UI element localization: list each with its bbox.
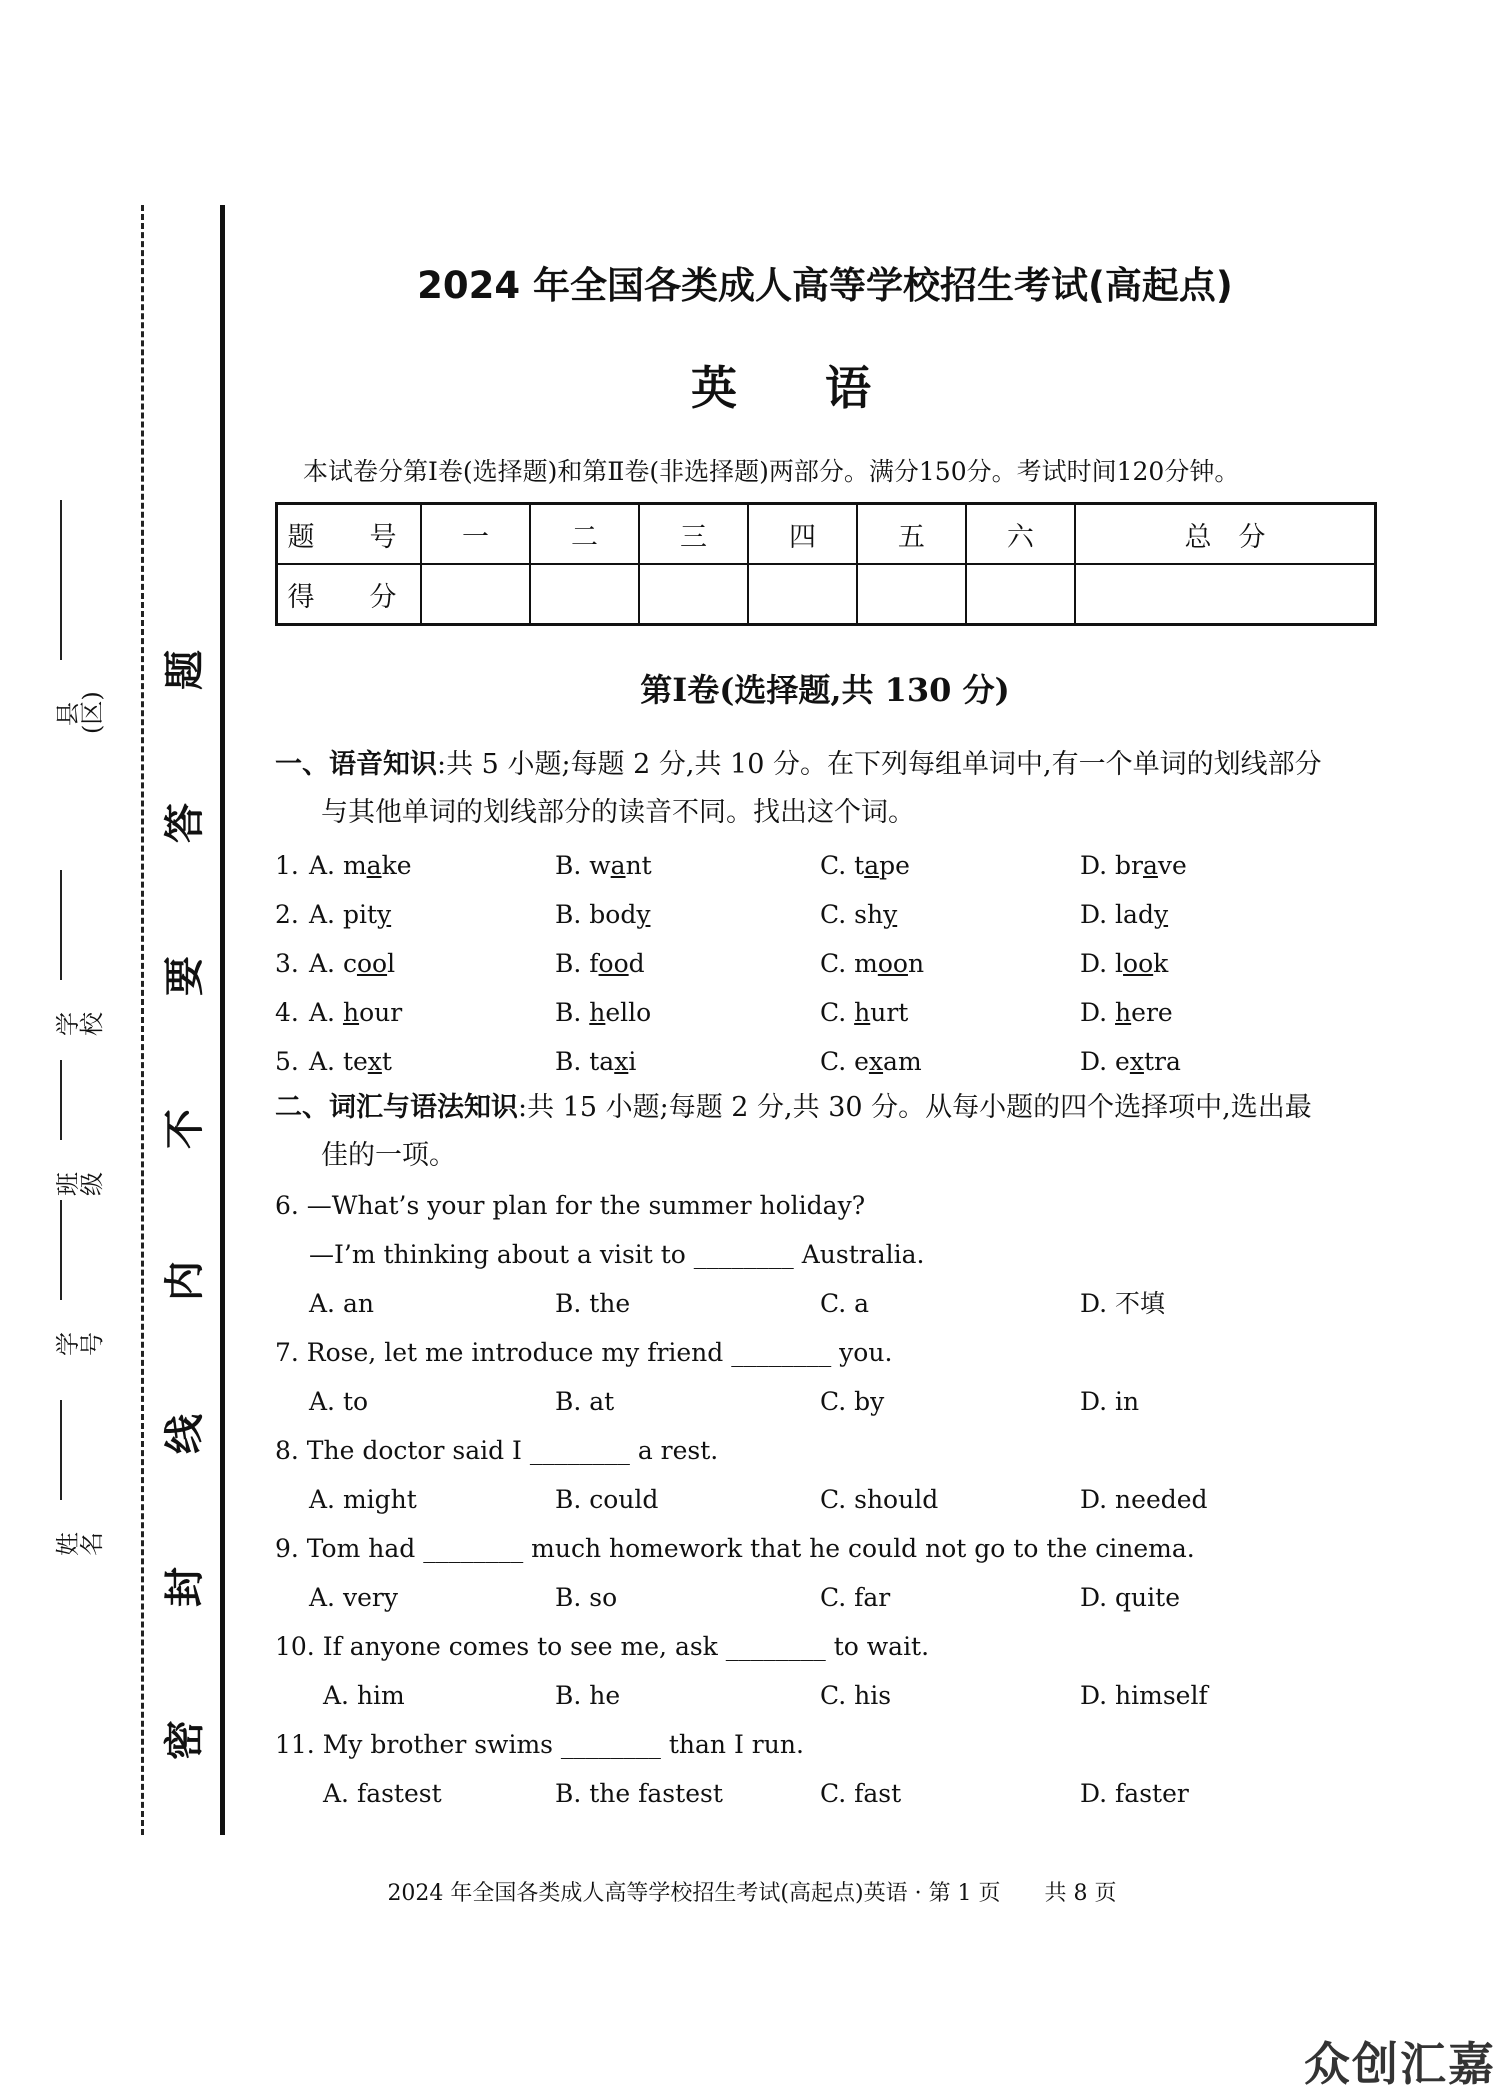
option[interactable]: C. his	[820, 1681, 892, 1710]
score-input-cell[interactable]	[1075, 564, 1376, 625]
question-number: 2.	[275, 900, 299, 929]
question-7-options	[275, 1377, 1375, 1426]
underlined-part: oo	[877, 949, 908, 978]
score-input-cell[interactable]	[748, 564, 857, 625]
option[interactable]: C. far	[820, 1583, 891, 1612]
warning-char: 内	[162, 1261, 208, 1302]
option[interactable]: D. in	[1080, 1387, 1140, 1416]
question-number: 3.	[275, 949, 299, 978]
score-cell: 一	[421, 504, 530, 565]
binding-strip	[0, 0, 230, 2094]
underlined-part: a	[610, 851, 626, 880]
option[interactable]: B. hello	[555, 998, 652, 1027]
option[interactable]: D. brave	[1080, 851, 1187, 880]
question-number: 1.	[275, 851, 299, 880]
option[interactable]: B. the	[555, 1289, 631, 1318]
warning-char: 要	[162, 955, 208, 996]
option[interactable]: A. cool	[309, 949, 396, 978]
question-text: 10. If anyone comes to see me, ask ________ to wait.	[275, 1632, 930, 1661]
question-9-stem	[275, 1524, 1375, 1573]
section2-instructions	[275, 1084, 1375, 1180]
option[interactable]: C. moon	[820, 949, 925, 978]
score-table	[275, 502, 1377, 626]
question-6-options	[275, 1279, 1375, 1328]
score-table-header-row	[277, 504, 1376, 565]
section1-desc-2: 与其他单词的划线部分的读音不同。找出这个词。	[321, 797, 915, 828]
underlined-part: oo	[1123, 949, 1154, 978]
option[interactable]: A. very	[309, 1583, 398, 1612]
option[interactable]: C. hurt	[820, 998, 909, 1027]
option[interactable]: D. lady	[1080, 900, 1169, 929]
option[interactable]: B. at	[555, 1387, 615, 1416]
option[interactable]: B. so	[555, 1583, 618, 1612]
option[interactable]: C. should	[820, 1485, 939, 1514]
student-id-blank	[60, 1200, 100, 1300]
option[interactable]: B. taxi	[555, 1047, 637, 1076]
section1-heading: 一、语音知识	[275, 749, 437, 780]
underlined-part: a	[366, 851, 382, 880]
section1-instructions	[275, 741, 1375, 837]
question-11-stem	[275, 1720, 1375, 1769]
option[interactable]: A. to	[309, 1387, 369, 1416]
option[interactable]: C. fast	[820, 1779, 902, 1808]
section2-desc-2: 佳的一项。	[321, 1140, 456, 1171]
subject-title: 英语	[691, 361, 959, 415]
question-number: 4.	[275, 998, 299, 1027]
option[interactable]: D. extra	[1080, 1047, 1181, 1076]
option[interactable]: A. text	[309, 1047, 392, 1076]
section1-desc-1: :共 5 小题;每题 2 分,共 10 分。在下列每组单词中,有一个单词的划线部分	[437, 749, 1322, 780]
name-blank	[60, 1400, 100, 1500]
option[interactable]: D. needed	[1080, 1485, 1208, 1514]
question-text: —I’m thinking about a visit to ________ Australia.	[309, 1240, 925, 1269]
question-6-stem-2	[275, 1230, 1375, 1279]
cut-line-dashed	[141, 205, 144, 1835]
county-label: 县(区)	[54, 691, 106, 734]
option[interactable]: A. him	[323, 1681, 405, 1710]
score-cell: 题 号	[277, 504, 422, 565]
student-id-field[interactable]	[54, 1200, 106, 1374]
seal-warning	[150, 650, 220, 1760]
phonetics-question-row	[275, 939, 1375, 988]
option[interactable]: C. by	[820, 1387, 885, 1416]
question-8-stem	[275, 1426, 1375, 1475]
score-cell: 三	[639, 504, 748, 565]
county-field[interactable]	[54, 500, 106, 744]
score-row-label: 得 分	[277, 564, 422, 625]
underlined-part: x	[1129, 1047, 1144, 1076]
question-7-stem	[275, 1328, 1375, 1377]
option[interactable]: D. look	[1080, 949, 1169, 978]
name-field[interactable]	[54, 1400, 106, 1574]
underlined-part: h	[589, 998, 606, 1027]
phonetics-question-row	[275, 988, 1375, 1037]
section2-desc-1: :共 15 小题;每题 2 分,共 30 分。从每小题的四个选择项中,选出最	[518, 1092, 1312, 1123]
underlined-part: x	[367, 1047, 382, 1076]
underlined-part: y	[883, 900, 898, 929]
score-cell: 四	[748, 504, 857, 565]
underlined-part: y	[1153, 900, 1169, 929]
school-field[interactable]	[54, 870, 106, 1054]
option[interactable]: C. tape	[820, 851, 910, 880]
option[interactable]: B. want	[555, 851, 652, 880]
score-input-cell[interactable]	[421, 564, 530, 625]
question-6-stem	[275, 1181, 1375, 1230]
class-field[interactable]	[54, 1060, 106, 1214]
page-footer: 2024 年全国各类成人高等学校招生考试(高起点)英语 · 第 1 页 共 8 页	[387, 1881, 1117, 1906]
question-text: 11. My brother swims ________ than I run.	[275, 1730, 804, 1759]
name-label: 姓名	[54, 1532, 106, 1556]
county-blank	[60, 500, 100, 660]
score-input-cell[interactable]	[857, 564, 966, 625]
warning-char: 密	[162, 1719, 208, 1760]
underlined-part: h	[1115, 998, 1132, 1027]
option[interactable]: D. faster	[1080, 1779, 1189, 1808]
school-label: 学校	[54, 1012, 106, 1036]
warning-char: 题	[162, 650, 208, 690]
question-text: 7. Rose, let me introduce my friend ________ you.	[275, 1338, 893, 1367]
option[interactable]: B. the fastest	[555, 1779, 723, 1808]
section2-heading: 二、词汇与语法知识	[275, 1092, 518, 1123]
seal-line-solid	[220, 205, 225, 1835]
question-9-options	[275, 1573, 1375, 1622]
score-input-cell[interactable]	[530, 564, 639, 625]
option[interactable]: D. quite	[1080, 1583, 1180, 1612]
question-text: 6. —What’s your plan for the summer holiday?	[275, 1191, 866, 1220]
school-blank	[60, 870, 100, 980]
warning-char: 线	[162, 1414, 208, 1455]
score-cell: 总 分	[1075, 504, 1376, 565]
question-text: 9. Tom had ________ much homework that he could not go to the cinema.	[275, 1534, 1195, 1563]
question-10-options	[275, 1671, 1375, 1720]
option[interactable]: D. himself	[1080, 1681, 1208, 1710]
underlined-part: a	[864, 851, 880, 880]
question-number: 5.	[275, 1047, 299, 1076]
option[interactable]: C. shy	[820, 900, 898, 929]
student-id-label: 学号	[54, 1332, 106, 1356]
underlined-part: y	[377, 900, 392, 929]
option[interactable]: A. pity	[309, 900, 392, 929]
part1-title: 第Ⅰ卷(选择题,共 130 分)	[640, 671, 1010, 709]
option[interactable]: D. here	[1080, 998, 1173, 1027]
question-10-stem	[275, 1622, 1375, 1671]
question-text: 8. The doctor said I ________ a rest.	[275, 1436, 719, 1465]
underlined-part: x	[614, 1047, 629, 1076]
phonetics-question-row	[275, 841, 1375, 890]
score-input-cell[interactable]	[639, 564, 748, 625]
option[interactable]: A. fastest	[323, 1779, 442, 1808]
underlined-part: oo	[598, 949, 629, 978]
underlined-part: x	[868, 1047, 884, 1076]
score-table-score-row	[277, 564, 1376, 625]
warning-char: 答	[162, 802, 208, 843]
score-cell: 五	[857, 504, 966, 565]
phonetics-question-row	[275, 890, 1375, 939]
option[interactable]: A. make	[309, 851, 412, 880]
question-11-options	[275, 1769, 1375, 1818]
question-8-options	[275, 1475, 1375, 1524]
watermark-logo: 众创汇嘉	[1304, 2037, 1496, 2091]
underlined-part: y	[636, 900, 651, 929]
phonetics-question-row	[275, 1037, 1375, 1086]
option[interactable]: B. body	[555, 900, 651, 929]
warning-char: 封	[162, 1567, 208, 1608]
score-cell: 二	[530, 504, 639, 565]
underlined-part: a	[1143, 851, 1158, 880]
class-label: 班级	[54, 1172, 106, 1196]
exam-title: 2024 年全国各类成人高等学校招生考试(高起点)	[417, 264, 1233, 307]
warning-char: 不	[162, 1108, 208, 1149]
underlined-part: h	[854, 998, 871, 1027]
option[interactable]: B. he	[555, 1681, 621, 1710]
score-input-cell[interactable]	[966, 564, 1075, 625]
exam-intro: 本试卷分第Ⅰ卷(选择题)和第Ⅱ卷(非选择题)两部分。满分150分。考试时间120分钟。	[303, 457, 1240, 486]
underlined-part: h	[342, 998, 360, 1027]
score-cell: 六	[966, 504, 1075, 565]
option[interactable]: A. hour	[309, 998, 403, 1027]
option[interactable]: B. food	[555, 949, 645, 978]
option[interactable]: A. might	[309, 1485, 417, 1514]
option[interactable]: C. a	[820, 1289, 870, 1318]
option[interactable]: B. could	[555, 1485, 659, 1514]
option[interactable]: D. 不填	[1080, 1289, 1166, 1318]
option[interactable]: A. an	[309, 1289, 374, 1318]
option[interactable]: C. exam	[820, 1047, 922, 1076]
class-blank	[60, 1060, 100, 1140]
underlined-part: oo	[356, 949, 388, 978]
